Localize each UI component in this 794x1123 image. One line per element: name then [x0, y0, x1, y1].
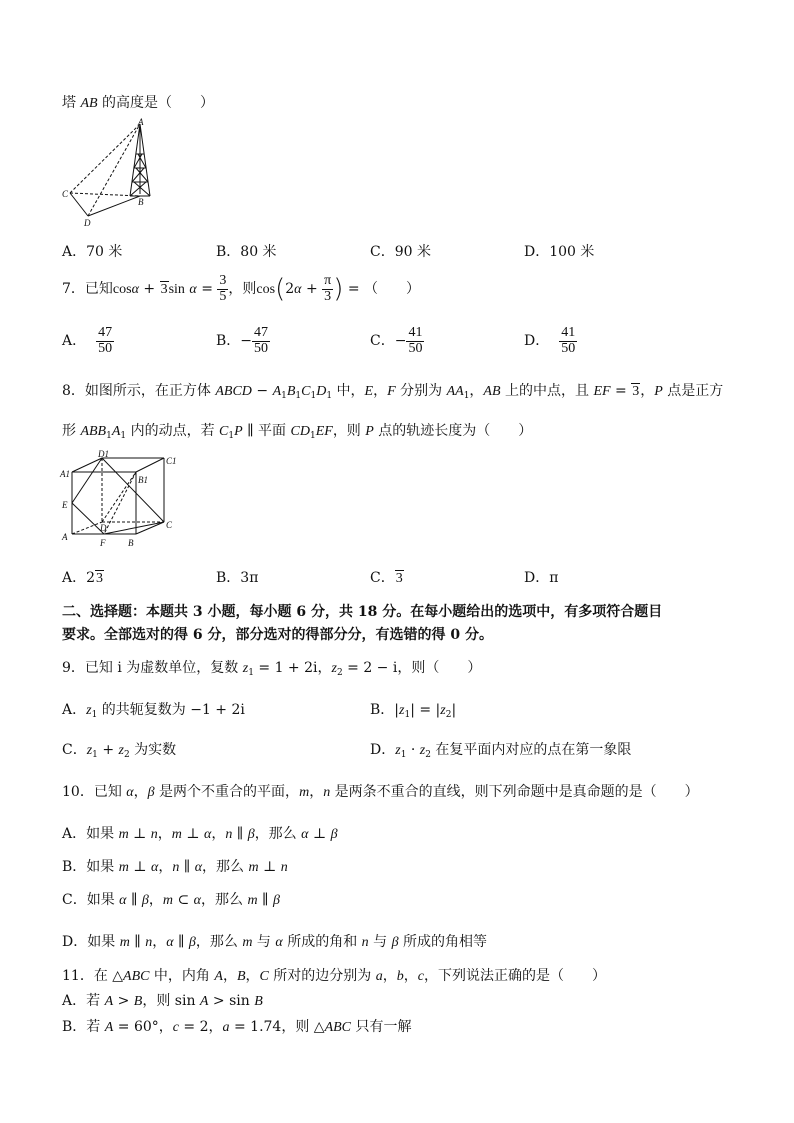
q8-line1: 8．如图所示，在正方体 ABCD − $A_1B_1C_1D_1$ 中，E，F 分别为 $AA_1$，AB 上的中点，且 EF = 3，P 点是正方: [62, 383, 724, 401]
q7-stem: 7．已知cosα + 3sin α = $\frac{3}{5}$ ，则cos(2α + $\frac{\pi}{3}$ ) = （ ）: [62, 273, 421, 305]
q10-option-c: C．如果 α ∥ β，m ⊂ α，那么 m ∥ β: [62, 892, 280, 908]
q7-option-a: A． $\frac{47}{50}$: [62, 325, 113, 356]
section2-line2: 要求。全部选对的得 6 分，部分选对的得部分分，有选错的得 0 分。: [62, 627, 493, 643]
q8-label-c1: C1: [166, 456, 177, 466]
q6-option-a: A．70 米: [62, 244, 123, 260]
q6-label-b: B: [138, 197, 144, 207]
q6-label-c: C: [62, 189, 69, 199]
q11-option-b: B．若 A = 60°，c = 2，a = 1.74，则 △ABC 只有一解: [62, 1019, 412, 1035]
q6-label-a: A: [138, 117, 144, 127]
q11-stem: 11．在 △ABC 中，内角 A，B，C 所对的边分别为 a，b，c，下列说法正确的是（ ）: [62, 968, 606, 984]
q6-tail-text: 塔 AB 的高度是（ ）: [62, 95, 215, 111]
q7-option-b: B．− $\frac{47}{50}$: [216, 325, 269, 356]
section2-line1: 二、选择题：本题共 3 小题，每小题 6 分，共 18 分。在每小题给出的选项中，有多项符合题目: [62, 604, 663, 620]
q8-label-b: B: [128, 538, 134, 548]
q7-option-d: D． $\frac{41}{50}$: [524, 325, 576, 356]
q8-label-d1: D1: [98, 450, 109, 459]
q10-option-d: D．如果 m ∥ n，α ∥ β，那么 m 与 α 所成的角和 n 与 β 所成的角相等: [62, 934, 487, 950]
q8-option-c: C．3: [370, 570, 403, 586]
q9-stem: 9．已知 i 为虚数单位，复数 $z_1 = 1 + 2i$，$z_2 = 2 - i$，则（ ）: [62, 660, 482, 678]
q8-line2: 形 $ABB_1A_1$ 内的动点，若 $C_1P$ ∥ 平面 $CD_1EF$，则 P 点的轨迹长度为（ ）: [62, 423, 533, 441]
q6-label-d: D: [84, 218, 91, 228]
q6-option-b: B．80 米: [216, 244, 277, 260]
q8-label-c: C: [166, 520, 173, 530]
q6-tower-figure: [58, 116, 168, 228]
q6-option-c: C．90 米: [370, 244, 431, 260]
q8-label-e: E: [62, 500, 68, 510]
q11-option-a: A．若 A > B，则 sin A > sin B: [62, 993, 263, 1009]
q10-stem: 10．已知 α，β 是两个不重合的平面，m，n 是两条不重合的直线，则下列命题中是真命题的是（ ）: [62, 784, 699, 800]
q10-option-b: B．如果 m ⊥ α，n ∥ α，那么 m ⊥ n: [62, 859, 288, 875]
q7-option-c: C．− $\frac{41}{50}$: [370, 325, 423, 356]
q9-option-c: C．$z_1 + z_2$ 为实数: [62, 742, 177, 760]
q6-option-d: D．100 米: [524, 244, 595, 260]
q8-cube-figure: [58, 450, 178, 550]
q8-option-d: D．π: [524, 570, 559, 586]
q8-label-a1: A1: [60, 469, 70, 479]
q9-option-d: D．$z_1 \cdot z_2$ 在复平面内对应的点在第一象限: [370, 742, 632, 760]
q9-option-b: B．$|z_1| = |z_2|$: [370, 702, 457, 720]
q8-label-b1: B1: [138, 475, 148, 485]
q8-label-a: A: [62, 532, 68, 542]
q8-option-b: B．3π: [216, 570, 259, 586]
q8-label-d: D: [100, 523, 107, 533]
q8-label-f: F: [100, 538, 106, 548]
q10-option-a: A．如果 m ⊥ n，m ⊥ α，n ∥ β，那么 α ⊥ β: [62, 826, 338, 842]
q9-option-a: A．$z_1$ 的共轭复数为 −1 + 2i: [62, 702, 245, 720]
q8-option-a: A．23: [62, 570, 104, 586]
